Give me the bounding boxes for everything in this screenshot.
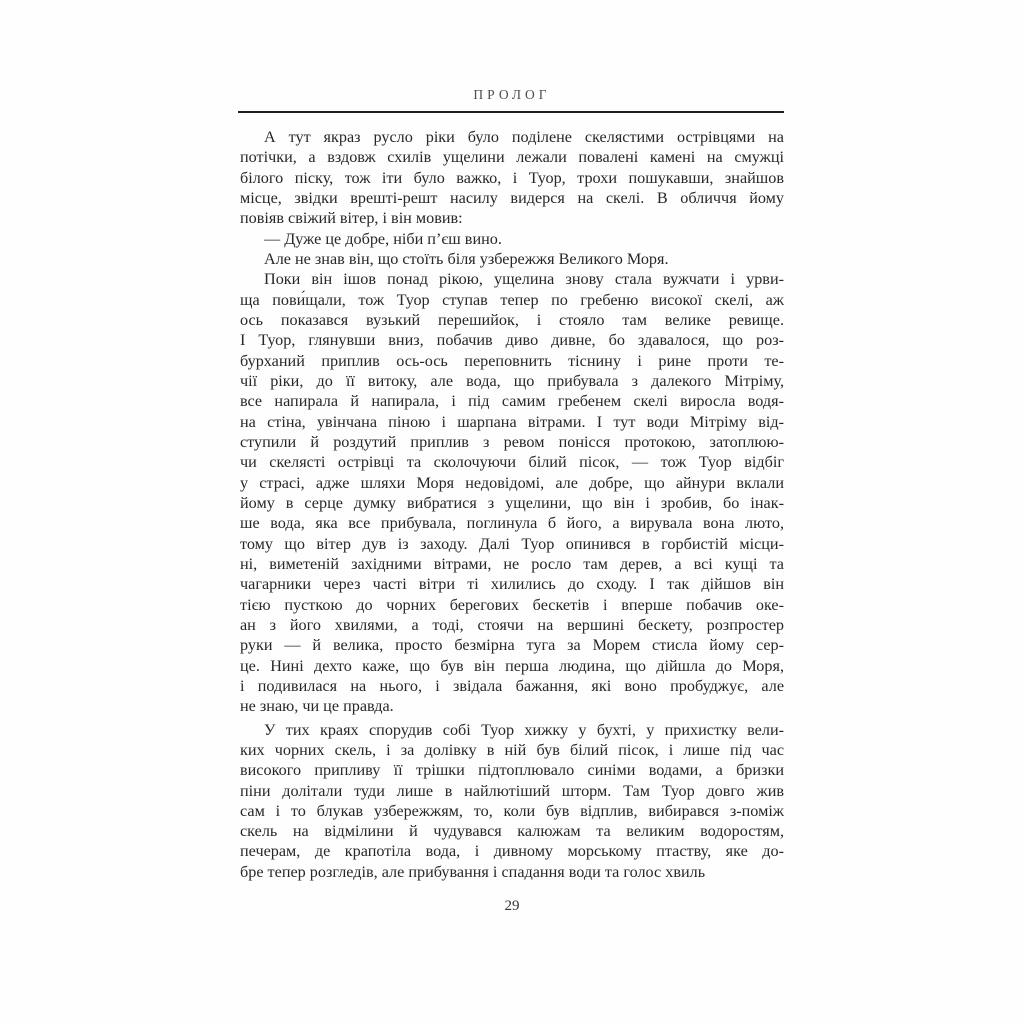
text-line: у страсі, адже шляхи Моря недовідомі, але добре, що айнури вклали	[240, 473, 784, 492]
text-line: А тут якраз русло ріки було поділене скелястими острівцями на	[264, 128, 784, 146]
text-line: бурханий приплив ось-ось переповнить тіснину і рине проти те-	[240, 351, 784, 370]
text-line: печерам, де крапотіла вода, і дивному морському птаству, яке до-	[240, 842, 784, 861]
text-line: тією пусткою до чорних берегових бескетів і вперше побачив оке-	[240, 595, 784, 614]
text-line: і подивилася на нього, і звідала бажання, які воно пробуджує, але	[240, 676, 784, 695]
text-line: У тих краях спорудив собі Туор хижку у бухті, у прихистку вели-	[264, 720, 784, 739]
text-line: місце, звідки врешті-решт насилу видерся на скелі. В обличчя йому	[240, 188, 784, 207]
text-line: на стіна, увінчана піною і шарпана вітрами. І тут води Мітріму від-	[240, 412, 784, 431]
text-line: все напирала й напирала, і під самим гребенем скелі виросла водя-	[240, 392, 784, 411]
text-line: високого припливу її трішки підтоплювало синіми водами, а бризки	[240, 761, 784, 780]
text-line: руки — й велика, просто безмірна туга за Морем стисла йому сер-	[240, 636, 784, 655]
text-line: ких чорних скель, і за долівку в ній був білий пісок, і лише під час	[240, 740, 784, 759]
paragraph	[240, 127, 784, 229]
text-line: це. Нині дехто каже, що був він перша людина, що дійшла до Моря,	[240, 656, 784, 675]
text-line: сам і то блукав узбережжям, то, коли був відплив, вибирався з-поміж	[240, 801, 784, 820]
text-line: І Туор, глянувши вниз, побачив диво дивне, бо здавалося, що роз-	[240, 331, 784, 350]
paragraph	[240, 269, 784, 716]
text-line: білого піску, тож іти було важко, і Туор, трохи пошукавши, знайшов	[240, 168, 784, 187]
running-head: ПРОЛОГ	[473, 87, 551, 102]
text-line: Поки він ішов понад рікою, ущелина знову стала вужчати і урви-	[264, 270, 784, 289]
text-line: повіяв свіжий вітер, і він мовив:	[240, 209, 463, 228]
text-line: — Дуже це добре, ніби п’єш вино.	[264, 229, 502, 248]
paragraph	[240, 249, 784, 269]
text-block	[240, 127, 784, 882]
text-line: йому в серце думку вибратися з ущелини, що він і зробив, бо інак-	[240, 493, 784, 512]
page-number: 29	[504, 898, 520, 914]
text-line: чи скелясті острівці та сколочуючи білий пісок, — тож Туор відбіг	[240, 453, 784, 472]
text-line: скель на відмілини й чудувався калюжам та великим водоростям,	[240, 822, 784, 841]
header-rule	[238, 111, 784, 113]
text-line: тому що вітер дув із заходу. Далі Туор опинився в горбистій місци-	[240, 534, 784, 553]
text-line: ща пови́щали, тож Туор ступав тепер по гребеню високої скелі, аж	[240, 290, 784, 309]
text-line: бре тепер розгледів, але прибування і спадання води та голос хвиль	[240, 862, 706, 881]
text-line: ан з його хвилями, а тоді, стоячи на вершині бескету, розпростер	[240, 615, 784, 634]
paragraph	[240, 720, 784, 883]
text-line: ше вода, яка все прибувала, поглинула б його, а вирувала вона люто,	[240, 514, 784, 533]
text-line: Але не знав він, що стоїть біля узбережжя Великого Моря.	[264, 249, 669, 268]
text-line: ступили й роздутий приплив з ревом понісся протокою, затоплюю-	[240, 432, 784, 451]
paragraph	[240, 229, 784, 249]
text-line: ні, виметеній західними вітрами, не росло там дерев, а всі кущі та	[240, 554, 784, 573]
text-line: ось показався вузький перешийок, і стояло там велике ревище.	[240, 310, 784, 329]
text-line: не знаю, чи це правда.	[240, 697, 394, 716]
text-line: піни долітали туди лише в найлютіший шторм. Там Туор довго жив	[240, 781, 784, 800]
text-line: чагарники через часті вітри ті хилились до сходу. І так дійшов він	[240, 575, 784, 594]
text-line: чії ріки, до її витоку, але вода, що прибувала з далекого Мітріму,	[240, 371, 784, 390]
text-line: потічки, а вздовж схилів ущелини лежали повалені камені на смужці	[240, 148, 784, 167]
